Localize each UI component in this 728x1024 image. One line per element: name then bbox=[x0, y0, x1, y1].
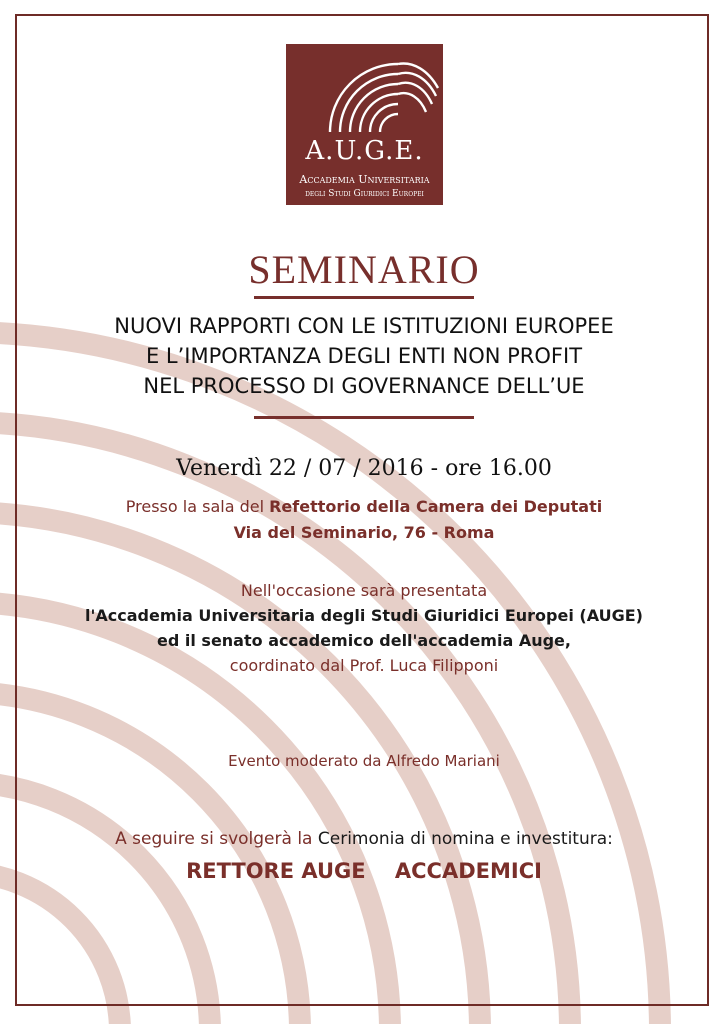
venue-address: Via del Seminario, 76 - Roma bbox=[233, 523, 495, 542]
moderator: Evento moderato da Alfredo Mariani bbox=[228, 752, 500, 770]
title-line-2: E L’IMPORTANZA DEGLI ENTI NON PROFIT bbox=[145, 344, 583, 368]
ceremony-roles: RETTORE AUGE ACCADEMICI bbox=[186, 859, 542, 883]
venue-line bbox=[0, 494, 728, 520]
presentation-line-3: coordinato dal Prof. Luca Filipponi bbox=[229, 656, 499, 675]
event-date: Venerdì 22 / 07 / 2016 - ore 16.00 bbox=[176, 456, 552, 481]
ceremony-prefix: A seguire si svolgerà la bbox=[115, 829, 318, 849]
logo-subtitle-1: Accademia Universitaria bbox=[299, 173, 430, 186]
venue-prefix: Presso la sala del bbox=[125, 497, 270, 516]
auge-logo bbox=[286, 44, 443, 205]
logo-name: A.U.G.E. bbox=[305, 136, 424, 166]
presentation bbox=[0, 578, 728, 678]
venue bbox=[0, 494, 728, 546]
title-rule bbox=[254, 416, 474, 419]
title-line-1: NUOVI RAPPORTI CON LE ISTITUZIONI EUROPEE bbox=[114, 314, 614, 338]
presentation-line-1: l'Accademia Universitaria degli Studi Giuridici Europei (AUGE) bbox=[85, 606, 643, 625]
title-line-3: NEL PROCESSO DI GOVERNANCE DELL’UE bbox=[143, 374, 585, 398]
logo-arcs-icon bbox=[286, 44, 443, 136]
heading-rule bbox=[254, 296, 474, 299]
presentation-line-2: ed il senato accademico dell'accademia Auge, bbox=[157, 631, 571, 650]
seminar-heading: SEMINARIO bbox=[248, 247, 480, 292]
presentation-intro: Nell'occasione sarà presentata bbox=[240, 581, 488, 600]
ceremony-name: Cerimonia di nomina e investitura: bbox=[317, 829, 613, 849]
logo-subtitle-2: degli Studi Giuridici Europei bbox=[305, 189, 424, 199]
venue-name: Refettorio della Camera dei Deputati bbox=[269, 497, 603, 516]
ceremony bbox=[0, 826, 728, 852]
seminar-title bbox=[0, 311, 728, 401]
